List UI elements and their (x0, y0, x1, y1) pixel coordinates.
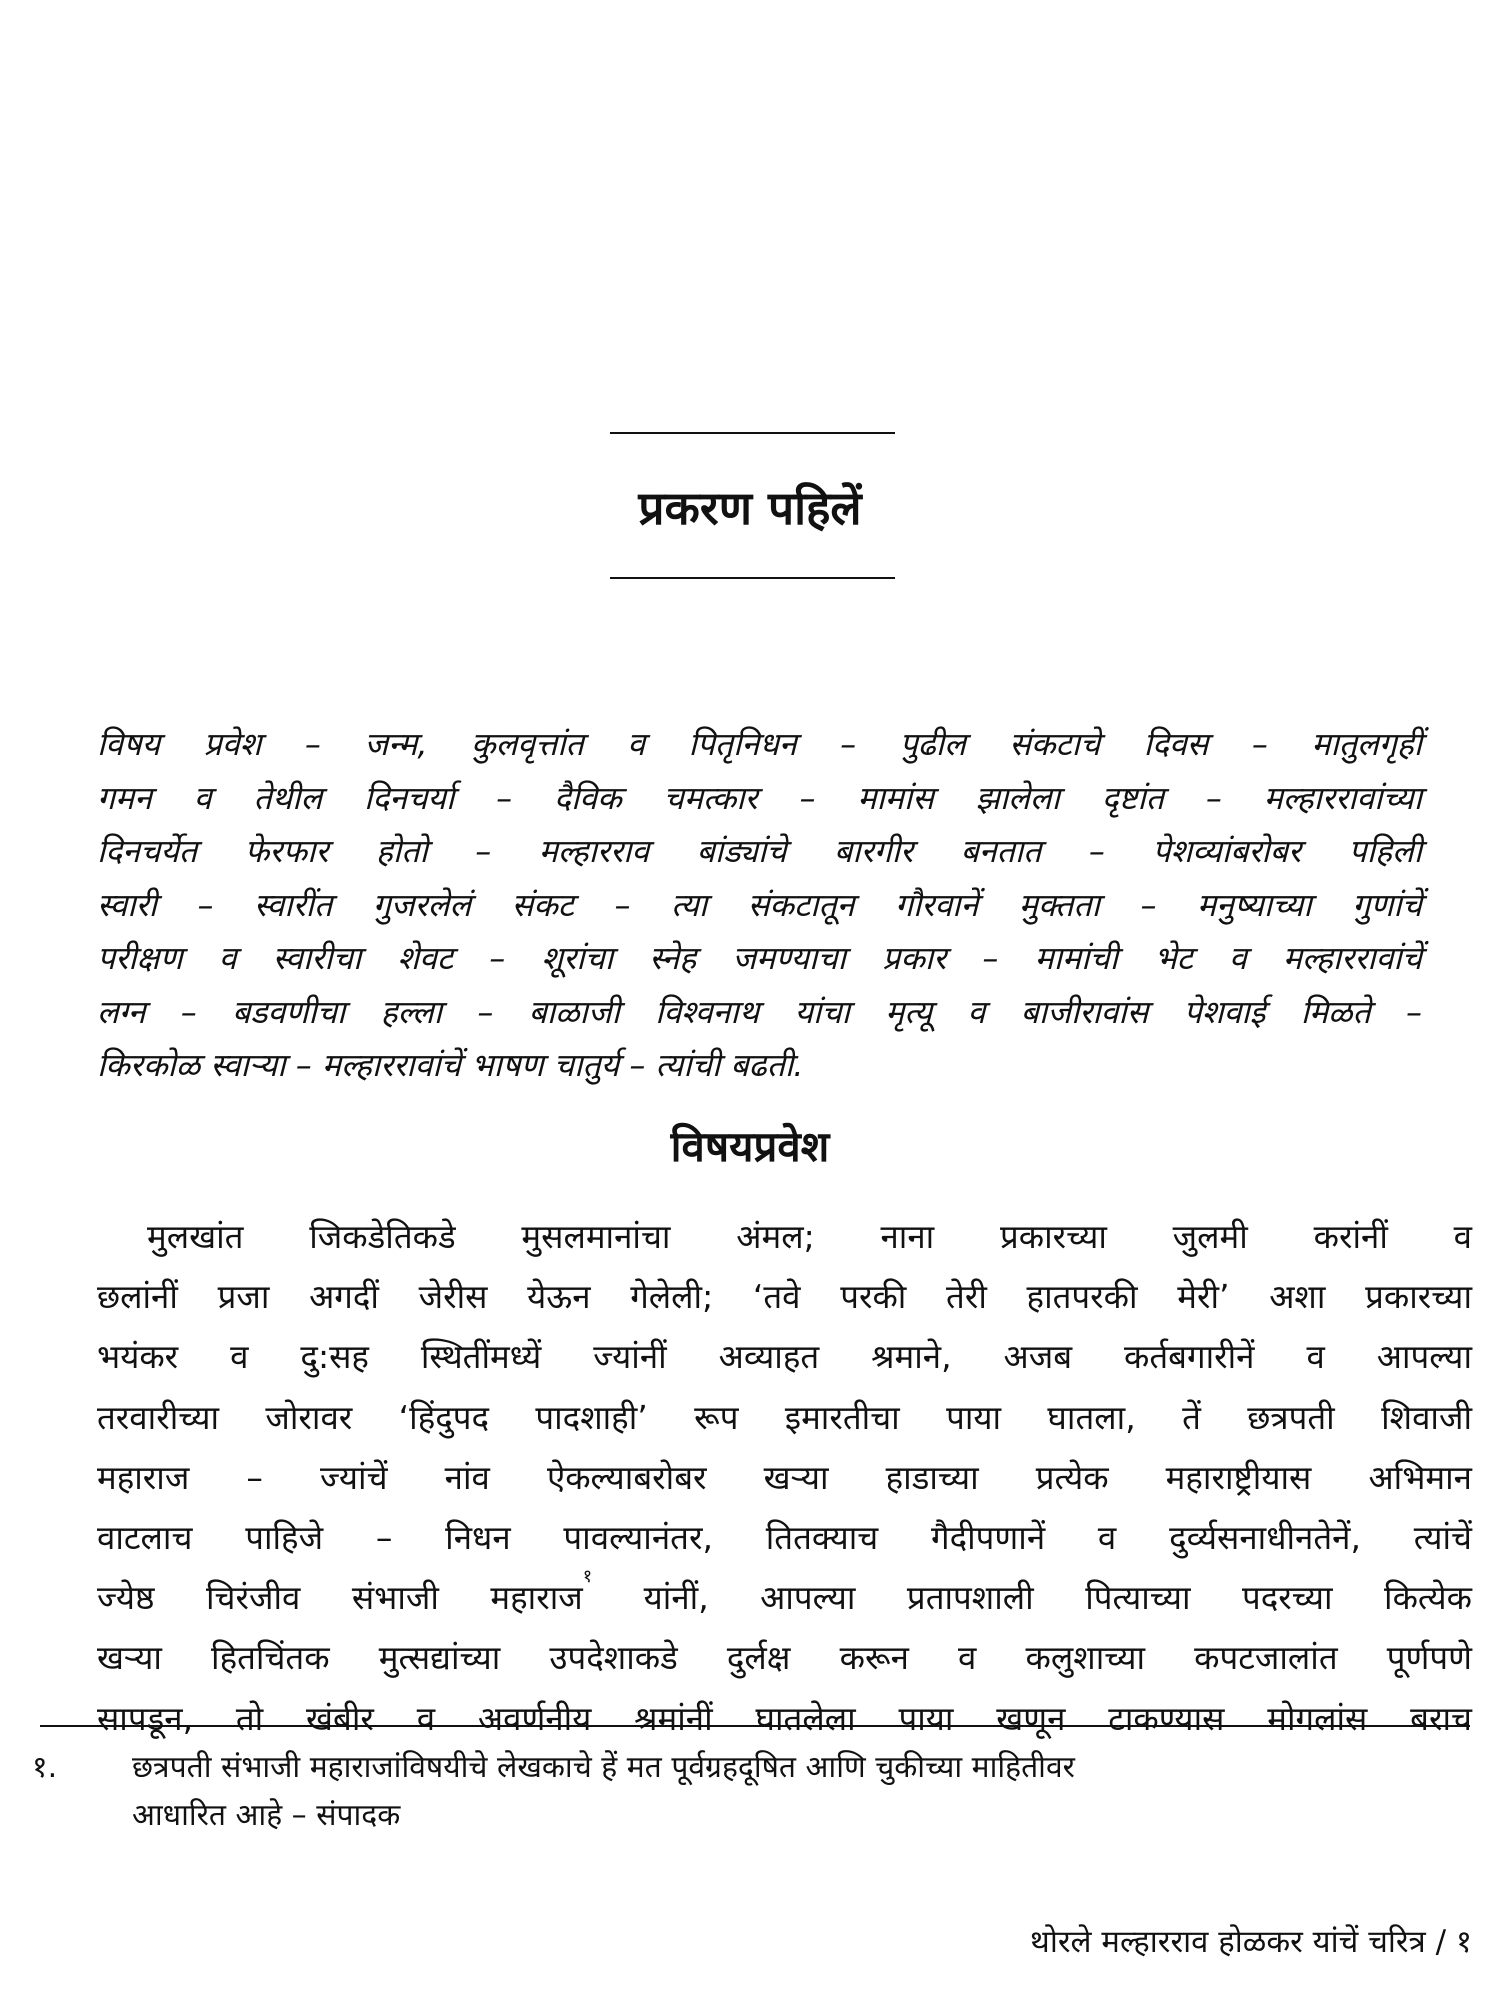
title-rule-top (610, 432, 895, 434)
body-line: भयंकर व दु:सह स्थितींमध्यें ज्यांनीं अव्याहत श्रमाने, अजब कर्तबगारीनें व आपल्या (97, 1337, 1472, 1377)
footnote-number: १. (32, 1750, 58, 1785)
section-heading: विषयप्रवेश (670, 1122, 830, 1171)
footnote-text (132, 1744, 1472, 1840)
body-line: छलांनीं प्रजा अगदीं जेरीस येऊन गेलेली; ‘तवे परकी तेरी हातपरकी मेरी’ अशा प्रकारच्या (97, 1277, 1472, 1317)
body-line: महाराज – ज्यांचें नांव ऐकल्याबरोबर खऱ्या हाडाच्या प्रत्येक महाराष्ट्रीयास अभिमान (97, 1457, 1472, 1497)
chapter-synopsis (97, 718, 1422, 1093)
synopsis-line: स्वारी – स्वारींत गुजरलेलं संकट – त्या संकटातून गौरवानें मुक्तता – मनुष्याच्या गुणांचें (97, 885, 1422, 924)
synopsis-line: दिनचर्येत फेरफार होतो – मल्हारराव बांड्यांचे बारगीर बनतात – पेशव्यांबरोबर पहिली (97, 832, 1422, 870)
body-line: तरवारीच्या जोरावर ‘हिंदुपद पादशाही’ रूप इमारतीचा पाया घातला, तें छत्रपती शिवाजी (97, 1397, 1472, 1437)
footnote-line: आधारित आहे – संपादक (132, 1798, 401, 1833)
body-line (97, 1568, 1472, 1628)
footnote-line: छत्रपती संभाजी महाराजांविषयीचे लेखकाचे हें मत पूर्वग्रहदूषित आणि चुकीच्या माहितीवर (132, 1750, 1075, 1785)
synopsis-line: गमन व तेथील दिनचर्या – दैविक चमत्कार – मामांस झालेला दृष्टांत – मल्हाररावांच्या (97, 778, 1422, 817)
body-paragraph (97, 1207, 1472, 1749)
body-line: खऱ्या हितचिंतक मुत्सद्यांच्या उपदेशाकडे दुर्लक्ष करून व कलुशाच्या कपटजालांत पूर्णपणे (97, 1638, 1472, 1678)
body-line: मुलखांत जिकडेतिकडे मुसलमानांचा अंमल; नाना प्रकारच्या जुलमी करांनीं व (147, 1217, 1472, 1256)
synopsis-line: परीक्षण व स्वारीचा शेवट – शूरांचा स्नेह जमण्याचा प्रकार – मामांची भेट व मल्हाररावांचें (97, 939, 1422, 977)
running-footer: थोरले मल्हारराव होळकर यांचें चरित्र / १ (1030, 1924, 1472, 1960)
title-rule-bottom (610, 577, 895, 579)
body-line-text: ज्येष्ठ चिरंजीव संभाजी महाराज (97, 1578, 583, 1618)
chapter-title: प्रकरण पहिलें (638, 481, 862, 535)
body-line: वाटलाच पाहिजे – निधन पावल्यानंतर, तितक्याच गैदीपणानें व दुर्व्यसनाधीनतेनें, त्यांचें (97, 1518, 1472, 1558)
synopsis-line: किरकोळ स्वाऱ्या – मल्हाररावांचें भाषण चातुर्य – त्यांची बढती. (97, 1046, 804, 1084)
body-line-text: यांनीं, आपल्या प्रतापशाली पित्याच्या पदरच्या कित्येक (592, 1578, 1472, 1618)
synopsis-line: विषय प्रवेश – जन्म, कुलवृत्तांत व पितृनिधन – पुढील संकटाचे दिवस – मातुलगृहीं (97, 725, 1422, 763)
synopsis-line: लग्न – बडवणीचा हल्ला – बाळाजी विश्वनाथ यांचा मृत्यू व बाजीरावांस पेशवाई मिळते – (97, 992, 1422, 1031)
footnote-separator (40, 1725, 1470, 1727)
footnote-reference-mark: १ (582, 1566, 593, 1588)
body-line: सापडून, तो खंबीर व अवर्णनीय श्रमांनीं घातलेला पाया खणून टाकण्यास मोगलांस बराच (97, 1698, 1472, 1738)
